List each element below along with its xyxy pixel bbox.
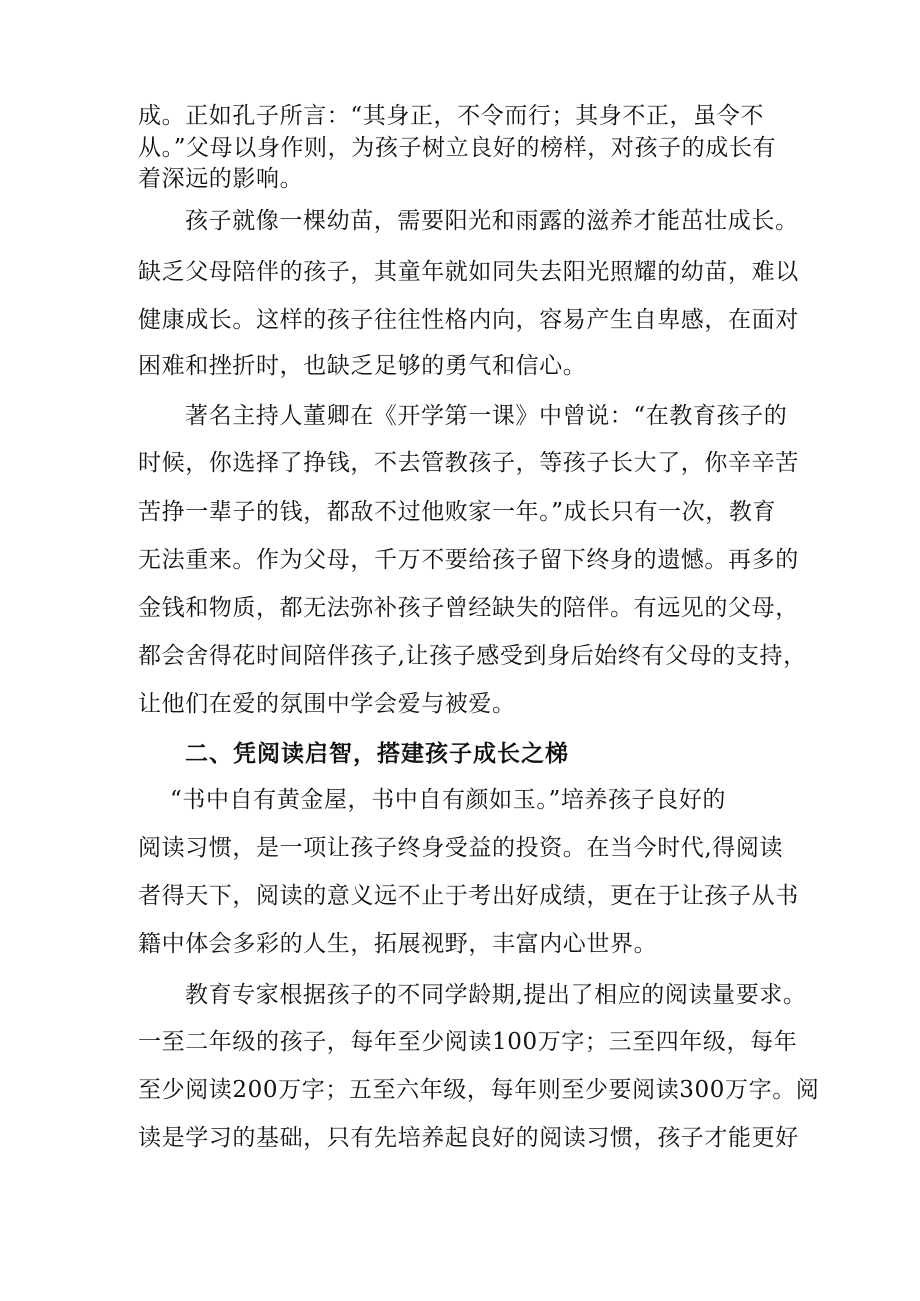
paragraph-line: 让他们在爱的氛围中学会爱与被爱。 xyxy=(138,691,516,717)
paragraph-line: 缺乏父母陪伴的孩子，其童年就如同失去阳光照耀的幼苗，难以 xyxy=(138,259,799,285)
paragraph-line: 者得天下，阅读的意义远不止于考出好成绩，更在于让孩子从书 xyxy=(138,883,799,909)
paragraph-line: 阅读习惯，是一项让孩子终身受益的投资。在当今时代,得阅读 xyxy=(138,835,784,861)
section-heading: 二、凭阅读启智，搭建孩子成长之梯 xyxy=(185,741,569,767)
paragraph-line: 至少阅读200万字；五至六年级，每年则至少要阅读300万字。阅 xyxy=(138,1077,820,1103)
paragraph-line: “书中自有黄金屋，书中自有颜如玉。”培养孩子良好的 xyxy=(170,787,727,813)
paragraph-line: 时候，你选择了挣钱，不去管教孩子，等孩子长大了，你辛辛苦 xyxy=(138,450,799,476)
paragraph-line: 籍中体会多彩的人生，拓展视野，丰富内心世界。 xyxy=(138,931,658,957)
paragraph-line: 读是学习的基础，只有先培养起良好的阅读习惯，孩子才能更好 xyxy=(138,1125,799,1151)
paragraph-line: 孩子就像一棵幼苗，需要阳光和雨露的滋养才能茁壮成长。 xyxy=(185,208,799,234)
paragraph-line: 金钱和物质，都无法弥补孩子曾经缺失的陪伴。有远见的父母， xyxy=(138,595,799,621)
paragraph-line: 着深远的影响。 xyxy=(138,166,304,192)
paragraph-line: 教育专家根据孩子的不同学龄期,提出了相应的阅读量要求。 xyxy=(185,982,807,1008)
paragraph-line: 健康成长。这样的孩子往往性格内向，容易产生自卑感，在面对 xyxy=(138,307,799,333)
paragraph-line: 困难和挫折时，也缺乏足够的勇气和信心。 xyxy=(138,353,587,379)
paragraph-line: 无法重来。作为父母，千万不要给孩子留下终身的遗憾。再多的 xyxy=(138,547,799,573)
paragraph-line: 从。”父母以身作则，为孩子树立良好的榜样，对孩子的成长有 xyxy=(138,135,777,161)
paragraph-line: 苦挣一辈子的钱，都敌不过他败家一年。”成长只有一次，教育 xyxy=(138,499,777,525)
paragraph-line: 一至二年级的孩子，每年至少阅读100万字；三至四年级，每年 xyxy=(138,1029,798,1055)
paragraph-line: 成。正如孔子所言：“其身正，不令而行；其身不正，虽令不 xyxy=(138,103,764,129)
paragraph-line: 都会舍得花时间陪伴孩子,让孩子感受到身后始终有父母的支持， xyxy=(138,643,807,669)
paragraph-line: 著名主持人董卿在《开学第一课》中曾说：“在教育孩子的 xyxy=(185,403,788,429)
